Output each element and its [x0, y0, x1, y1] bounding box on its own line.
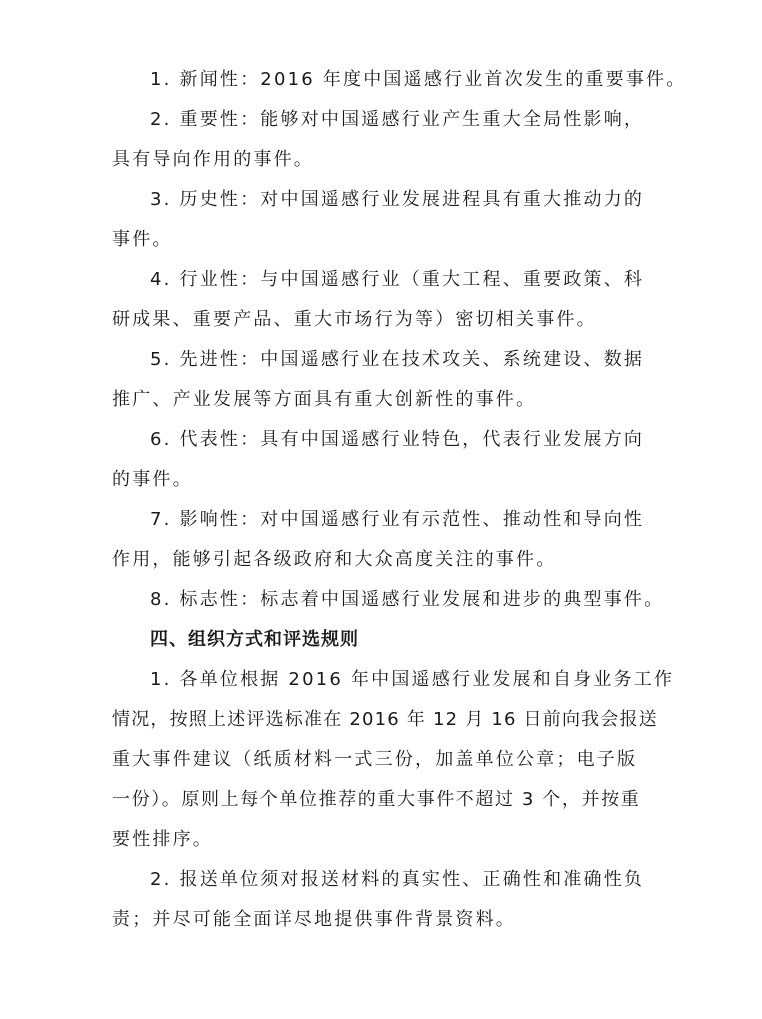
rule-1-line-5: 要性排序。: [112, 829, 213, 850]
criterion-3-line-1: 3. 历史性：对中国遥感行业发展进程具有重大推动力的: [150, 189, 645, 210]
criterion-3-line-2: 事件。: [112, 229, 173, 250]
criterion-4-line-2: 研成果、重要产品、重大市场行为等）密切相关事件。: [112, 309, 597, 330]
rule-1-line-4: 一份）。原则上每个单位推荐的重大事件不超过 3 个，并按重: [112, 789, 641, 810]
criterion-6-line-1: 6. 代表性：具有中国遥感行业特色，代表行业发展方向: [150, 429, 645, 450]
criterion-7-line-2: 作用，能够引起各级政府和大众高度关注的事件。: [112, 549, 557, 570]
criterion-2-line-2: 具有导向作用的事件。: [112, 149, 314, 170]
rule-1-line-3: 重大事件建议（纸质材料一式三份，加盖单位公章；电子版: [112, 749, 638, 770]
rule-2-line-2: 责；并尽可能全面详尽地提供事件背景资料。: [112, 909, 516, 930]
rule-1-line-2: 情况，按照上述评选标准在 2016 年 12 月 16 日前向我会报送: [112, 709, 658, 730]
criterion-1-line-1: 1. 新闻性：2016 年度中国遥感行业首次发生的重要事件。: [150, 69, 687, 90]
criterion-7-line-1: 7. 影响性：对中国遥感行业有示范性、推动性和导向性: [150, 509, 645, 530]
rule-2-line-1: 2. 报送单位须对报送材料的真实性、正确性和准确性负: [150, 869, 645, 890]
criterion-5-line-2: 推广、产业发展等方面具有重大创新性的事件。: [112, 389, 537, 410]
section-heading: 四、组织方式和评选规则: [150, 629, 359, 650]
rule-1-line-1: 1. 各单位根据 2016 年中国遥感行业发展和自身业务工作: [150, 669, 675, 690]
criterion-8-line-1: 8. 标志性：标志着中国遥感行业发展和进步的典型事件。: [150, 589, 665, 610]
criterion-5-line-1: 5. 先进性：中国遥感行业在技术攻关、系统建设、数据: [150, 349, 645, 370]
criterion-4-line-1: 4. 行业性：与中国遥感行业（重大工程、重要政策、科: [150, 269, 645, 290]
criterion-6-line-2: 的事件。: [112, 469, 193, 490]
criterion-2-line-1: 2. 重要性：能够对中国遥感行业产生重大全局性影响，: [150, 109, 645, 130]
